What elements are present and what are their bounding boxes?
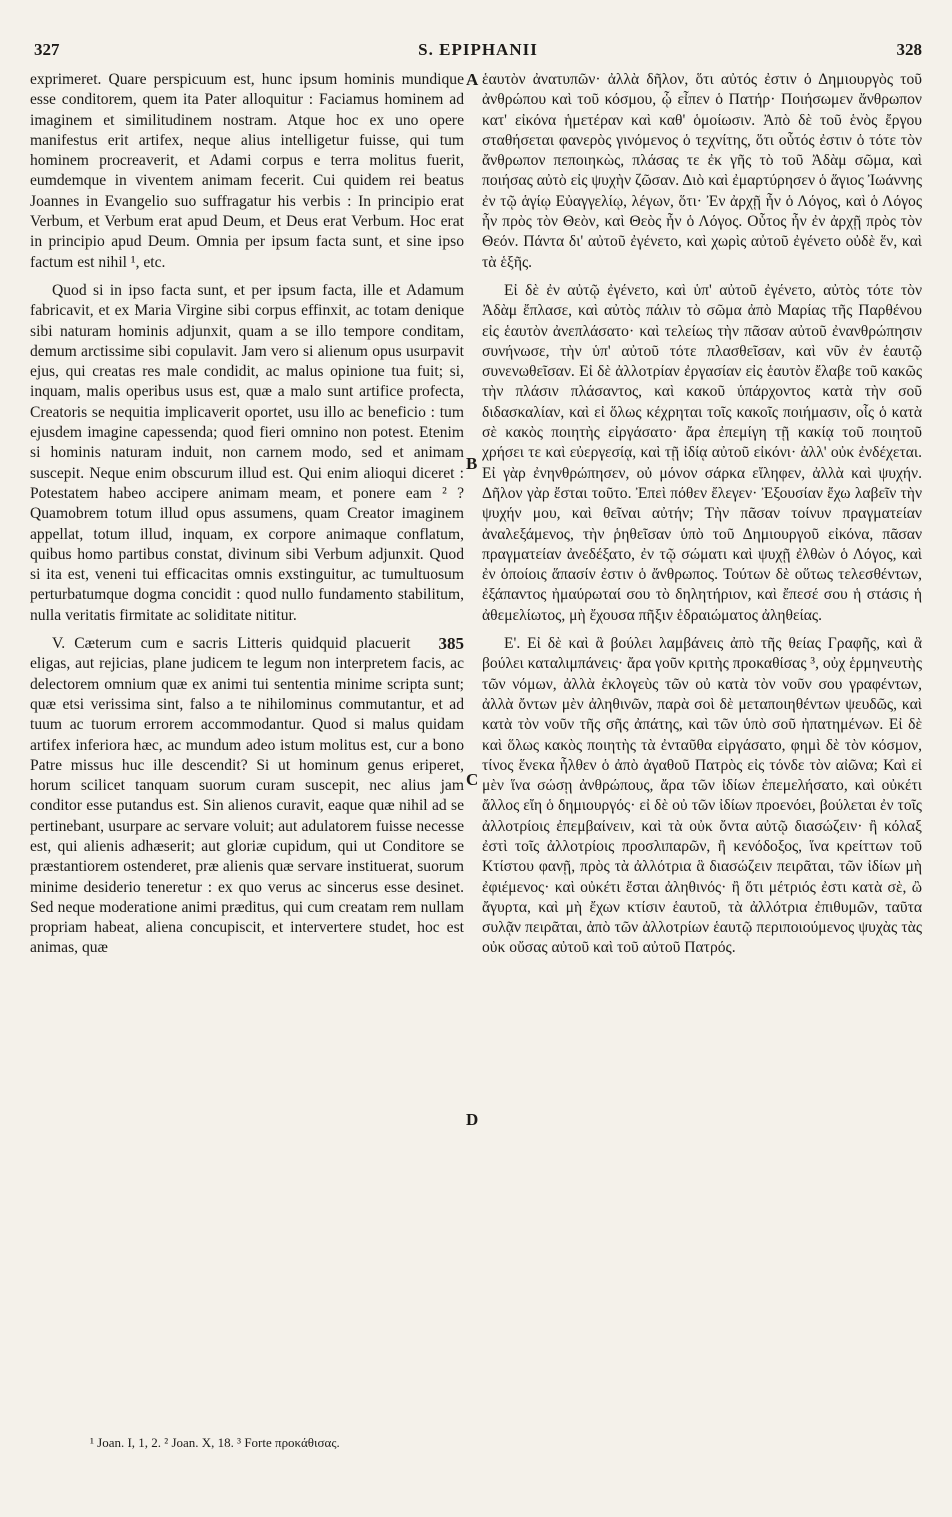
section-marker-b: B — [466, 454, 478, 473]
section-marker-c: C — [466, 770, 479, 789]
latin-paragraph-3 — [30, 634, 464, 959]
latin-paragraph-2: Quod si in ipso facta sunt, et per ipsum facta, ille et Adamum fabricavit, et ex Maria Virgine sibi corpus effinxit, ac totam denique sibi naturam hominis adjunxit, quam a se illo tempore conditam, demum arctissime sibi copulavit. Jam vero si alienum opus usurpavit ejus, qui creatas res male condidit, ac malus opinione tua fuit; si, inquam, malis operibus usus est, quæ a malo sunt artifice profecta, Creatoris se nequitia implicaverit oportet, usu illo ac beneficio : tum ejusdem imagine capessenda; quod fieri omnino non potest. Etenim si hominis naturam induit, non carnem modo, sed et animam suscepit. Neque enim obscurum illud est. Qui enim alioqui diceret : Potestatem habeo accipere animam meam, et ponere eam ² ? Quamobrem totum illud opus assumens, quam Creator imaginem appellat, totum illud, inquam, ex corpore animaque conflatum, quibus homo partibus constat, divinum sibi Verbum adjunxit. Quod si ita est, veneni tui efficacitas omnis exstinguitur, ac tumultuosum perturbatumque dogma concidit : quod nullo fundamento stabilitum, nulla veritatis firmitate ac soliditate nititur. — [30, 281, 464, 624]
section-marker-d: D — [466, 1110, 479, 1129]
footnotes: ¹ Joan. I, 1, 2. ² Joan. X, 18. ³ Forte προκάθισας. — [90, 1435, 340, 1450]
greek-column — [482, 70, 922, 967]
section-marker-a: A — [466, 70, 479, 89]
page-number-right: 328 — [896, 40, 922, 59]
latin-column — [30, 70, 464, 967]
column-number: 385 — [438, 634, 464, 654]
running-title: S. EPIPHANII — [418, 40, 538, 59]
greek-paragraph-2: Εἰ δὲ ἐν αὐτῷ ἐγένετο, καὶ ὑπ' αὐτοῦ ἐγένετο, αὐτὸς τότε τὸν Ἀδὰμ ἔπλασε, καὶ αὐτὸς πάλιν τὸ σῶμα ἀπὸ Μαρίας τῆς Παρθένου εἰς ἑαυτὸν ἀνεπλάσατο· καὶ τελείως τὴν πᾶσαν αὐτοῦ ἐνανθρώπησιν συνήνωσε, τὴν ὑπ' αὐτοῦ τότε πλασθεῖσαν, καὶ νῦν ἐν ἑαυτῷ συνενωθεῖσαν. Εἰ δὲ ἀλλοτρίαν ἐργασίαν εἰς ἑαυτὸν ἔλαβε τοῦ κακῶς τὴν πλάσιν πλάσαντος, καὶ κακοῦ ὑπάρχοντος κατὰ τὴν σοῦ διδασκαλίαν, καὶ εἰ ὅλως κέχρηται τοῖς κακοῖς ποιήμασιν, οἷς ὁ κατὰ σὲ κακὸς ποιητὴς εἰργάσατο· ἄρα ἐπεμίγη τῇ κακίᾳ τοῦ ποιητοῦ χρήσει τε καὶ εὐεργεσίᾳ, καὶ τῇ ἰδίᾳ αὐτοῦ εἰκόνι· ἀλλ' οὐκ ἐνδέχεται. Εἰ γὰρ ἐνηνθρώπησεν, οὐ μόνον σάρκα εἴληφεν, ἀλλὰ καὶ ψυχήν. Δῆλον γὰρ ἔσται τοῦτο. Ἐπεὶ πόθεν ἔλεγεν· Ἐξουσίαν ἔχω λαβεῖν τὴν ψυχήν μου, καὶ θεῖναι αὐτήν; Τὴν πᾶσαν τοίνυν πραγματείαν ἀναλεξάμενος, τὴν ῥηθεῖσαν ὑπὸ τοῦ Δημιουργοῦ εἰκόνα, πᾶσαν πραγματείαν ἀνεδέξατο, ἐν τῷ σώματι καὶ ψυχῇ ἐλθὼν ὁ Λόγος, καὶ ἐν ὁποίοις ἅπασίν ἐστιν ὁ ἄνθρωπος. Τούτων δὲ οὕτως τελεσθέντων, ἐξάπαντος ἠμαύρωταί σου τὸ δηλητήριον, καὶ ἔπεσέ σου ἡ στάσις ἡ ἀθεμελίωτος, μὴ ἔχουσα πῆξιν ἑδραιώματος ἀληθείας. — [482, 281, 922, 624]
latin-paragraph-3-text: V. Cæterum cum e sacris Litteris quidquid placuerit eligas, aut rejicias, plane judicem te legum non interpretem facis, ac delectorem omnium quæ ex animi tui sententia minime scripta sunt; quæ etsi verissima sint, falso a te nihilominus commutantur, et ad tuum ac tuorum errorem accommodantur. Quod si malus quidam artifex inferiora hæc, ac mundum adeo istum molitus est, cur a bono Patre missus huc ille descendit? Si ut hominum genus eriperet, horum scilicet tanquam suorum curam suscepit, nec alius jam conditor esse putandus est. Sin alienos curavit, eaque quæ nihil ad se pertinebant, usurpare ac servare voluit; aut adulatorem fuisse necesse est, qui alienis adhæserit; aut gloriæ cupidum, qui ut Conditore se præstantiorem ostenderet, præ alienis quæ servare instituerat, suorum minime desiderio teneretur : ex quo verus ac sincerus esse desinet. Sed neque moderatione animi præditus, qui cum creatam rem nullam propriam habeat, aliena concupiscit, et intervertere studet, hoc est animas, quæ — [30, 635, 464, 957]
page-header — [34, 40, 922, 66]
latin-paragraph-1: exprimeret. Quare perspicuum est, hunc ipsum hominis mundique esse conditorem, quem ita Pater alloquitur : Faciamus hominem ad imaginem et similitudinem nostram. Atque hoc ex uno opere manifestus erit artifex, neque alius intelligetur fuisse, qui tum hominem procreaverit, et Adami corpus e terra molitus fuerit, eumdemque in viventem animam fecerit. Cui quidem rei beatus Joannes in Evangelio suo suffragatur his verbis : In principio erat Verbum, et Verbum erat apud Deum, et Deus erat Verbum. Hoc erat in principio apud Deum. Omnia per ipsum facta sunt, et sine ipso factum est nihil ¹, etc. — [30, 71, 464, 271]
greek-paragraph-1: ἑαυτὸν ἀνατυπῶν· ἀλλὰ δῆλον, ὅτι αὐτός ἐστιν ὁ Δημιουργὸς τοῦ ἀνθρώπου καὶ τοῦ κόσμου, ᾧ εἶπεν ὁ Πατήρ· Ποιήσωμεν ἄνθρωπον κατ' εἰκόνα ἡμετέραν καὶ καθ' ὁμοίωσιν. Ἀπὸ δὲ τοῦ ἑνὸς ἔργου σταθήσεται φανερὸς γινόμενος ὁ τεχνίτης, ὅτι οὗτός ἐστιν ὁ τότε τὸν ἄνθρωπον πεποιηκὼς, πλάσας τε ἐκ γῆς τὸ τοῦ Ἀδὰμ σῶμα, καὶ ποιήσας αὐτὸ εἰς ψυχὴν ζῶσαν. Διὸ καὶ ἐμαρτύρησεν ὁ ἅγιος Ἰωάννης ἐν τῷ ἁγίῳ Εὐαγγελίῳ, λέγων, ὅτι· Ἐν ἀρχῇ ἦν ὁ Λόγος, καὶ ὁ Λόγος ἦν πρὸς τὸν Θεὸν, καὶ Θεὸς ἦν ὁ Λόγος. Οὗτος ἦν ἐν ἀρχῇ πρὸς τὸν Θεόν. Πάντα δι' αὐτοῦ ἐγένετο, καὶ χωρὶς αὐτοῦ ἐγένετο οὐδὲ ἕν, καὶ τὰ ἑξῆς. — [482, 71, 922, 271]
greek-paragraph-3: Ε'. Εἰ δὲ καὶ ἃ βούλει λαμβάνεις ἀπὸ τῆς θείας Γραφῆς, καὶ ἃ βούλει καταλιμπάνεις· ἄρα γοῦν κριτὴς προκαθίσας ³, οὐχ ἑρμηνευτὴς τῶν νόμων, ἀλλὰ ἐκλογεὺς τῶν οὐ κατὰ τὸν νοῦν σου γραφέντων, ἀλλὰ ὄντων μὲν ἀληθινῶν, παρὰ σοὶ δὲ μεταποιηθέντων ψευδῶς, καὶ κατὰ τὸν νοῦν τῆς σῆς ἀπάτης, καὶ τῶν ὑπὸ σοῦ ἠπατημένων. Εἰ δὲ καὶ ὅλως κακὸς ποιητὴς τὰ ἐνταῦθα εἰργάσατο, φημὶ δὲ τὸν κόσμον, τίνος ἕνεκα ἦλθεν ὁ ἀπὸ ἀγαθοῦ Πατρὸς εἰς τόνδε τὸν αἰῶνα; Καὶ εἰ μὲν ἵνα σώσῃ ἀνθρώπους, ἄρα τῶν ἰδίων ἐπεμελήσατο, καὶ οὐκέτι ἄλλος εἴη ὁ δημιουργός· εἰ δὲ οὐ τῶν ἰδίων προενόει, βούλεται ἐν τοῖς ἀλλοτρίοις ἐπεμβαίνειν, καὶ τὰ οὐκ ὄντα αὐτῷ διασώζειν· ἢ κόλαξ ἐστὶ τοῖς ἀλλοτρίοις προσλιπαρῶν, ἢ κενόδοξος, ἵνα κρείττων τοῦ Κτίστου φανῇ, πρὸς τὰ ἀλλότρια ἃ διασώζειν πειρᾶται, τῶν ἰδίων μὴ ἐφιέμενος· καὶ οὐκέτι ἔσται ἀληθινός· ἢ ὅτι μέτριός ἐστι κατὰ σὲ, ὢ ἄγυρτα, καὶ μὴ ἔχων κτίσιν ἑαυτοῦ, τὰ ἀλλότρια ἐπιθυμῶν, ταῦτα συλᾷν πειρᾶται, ἀπὸ τῶν ἀλλοτρίων ἑαυτῷ περιποιούμενος ψυχὰς τὰς οὐκ οὔσας αὐτοῦ καὶ τοῦ αὐτοῦ Πατρός. — [482, 635, 922, 957]
page-number-left: 327 — [34, 40, 60, 59]
